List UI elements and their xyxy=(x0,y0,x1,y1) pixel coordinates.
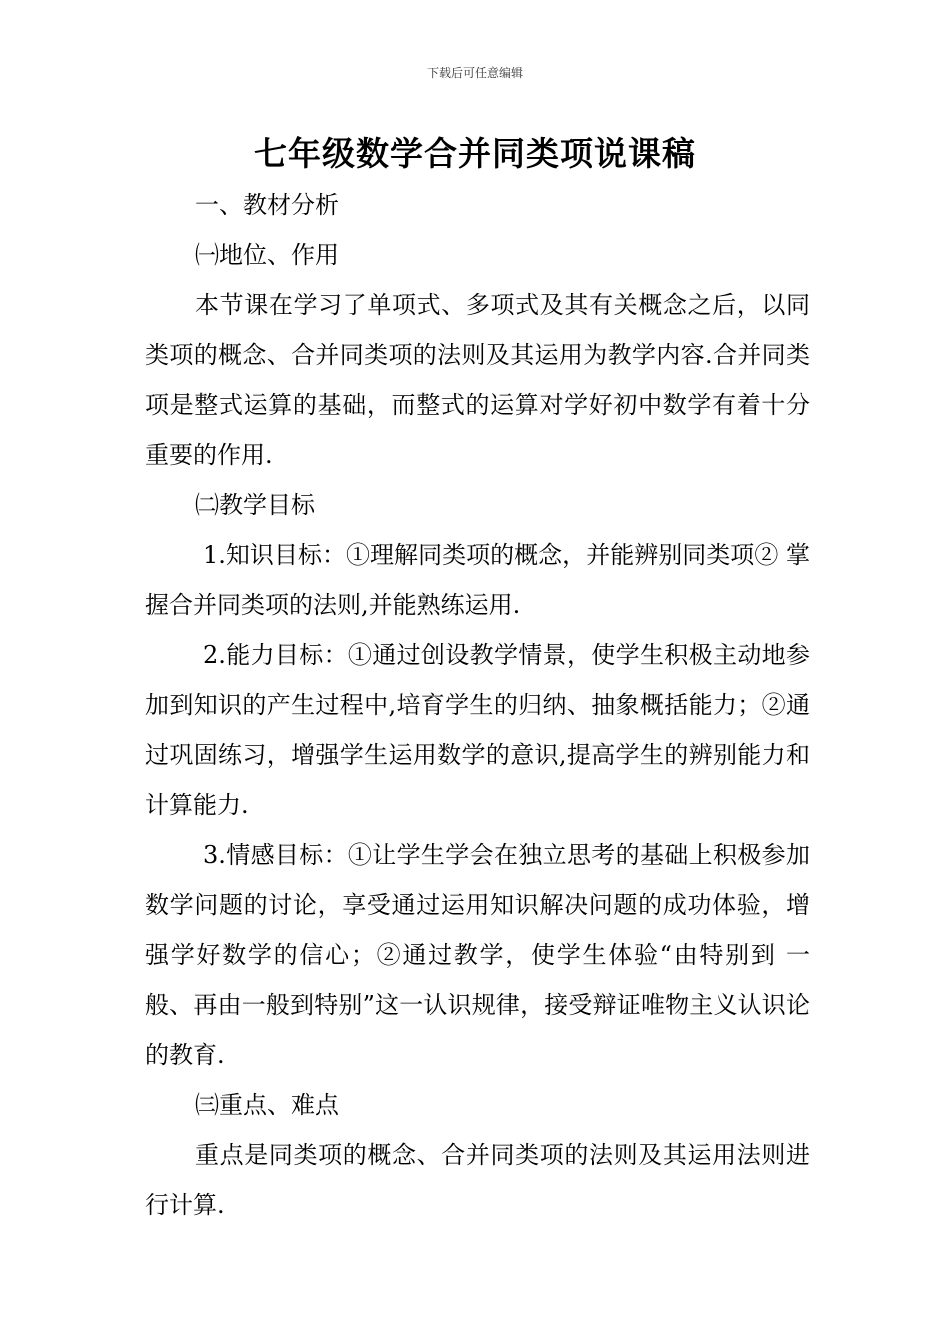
paragraph-ability-goal: 2.能力目标：①通过创设教学情景，使学生积极主动地参加到知识的产生过程中,培育学生的归纳、抽象概括能力；②通过巩固练习，增强学生运用数学的意识,提高学生的辨别能力和计算能力. xyxy=(145,641,810,819)
paragraph-key-points: 重点是同类项的概念、合并同类项的法则及其运用法则进行计算. xyxy=(145,1141,810,1219)
subsection-heading-teaching-goals: ㈡教学目标 xyxy=(195,491,315,519)
document-title: 七年级数学合并同类项说课稿 xyxy=(254,134,696,173)
subsection-heading-key-difficult-points: ㈢重点、难点 xyxy=(195,1091,339,1119)
subsection-heading-position-role: ㈠地位、作用 xyxy=(195,241,339,269)
paragraph-emotion-goal: 3.情感目标：①让学生学会在独立思考的基础上积极参加数学问题的讨论，享受通过运用知识解决问题的成功体验，增强学好数学的信心；②通过教学，使学生体验“由特别到 一般、再由一般到特别”这一认识规律，接受辩证唯物主义认识论的教育. xyxy=(145,841,810,1069)
paragraph-knowledge-goal: 1.知识目标：①理解同类项的概念，并能辨别同类项② 掌握合并同类项的法则,并能熟练运用. xyxy=(145,541,810,619)
section-heading-teaching-material-analysis: 一、教材分析 xyxy=(195,191,339,219)
header-note: 下载后可任意编辑 xyxy=(426,66,523,80)
paragraph-position-role: 本节课在学习了单项式、多项式及其有关概念之后，以同类项的概念、合并同类项的法则及其运用为教学内容.合并同类项是整式运算的基础，而整式的运算对学好初中数学有着十分重要的作用. xyxy=(145,291,810,469)
document-body xyxy=(145,180,810,1230)
